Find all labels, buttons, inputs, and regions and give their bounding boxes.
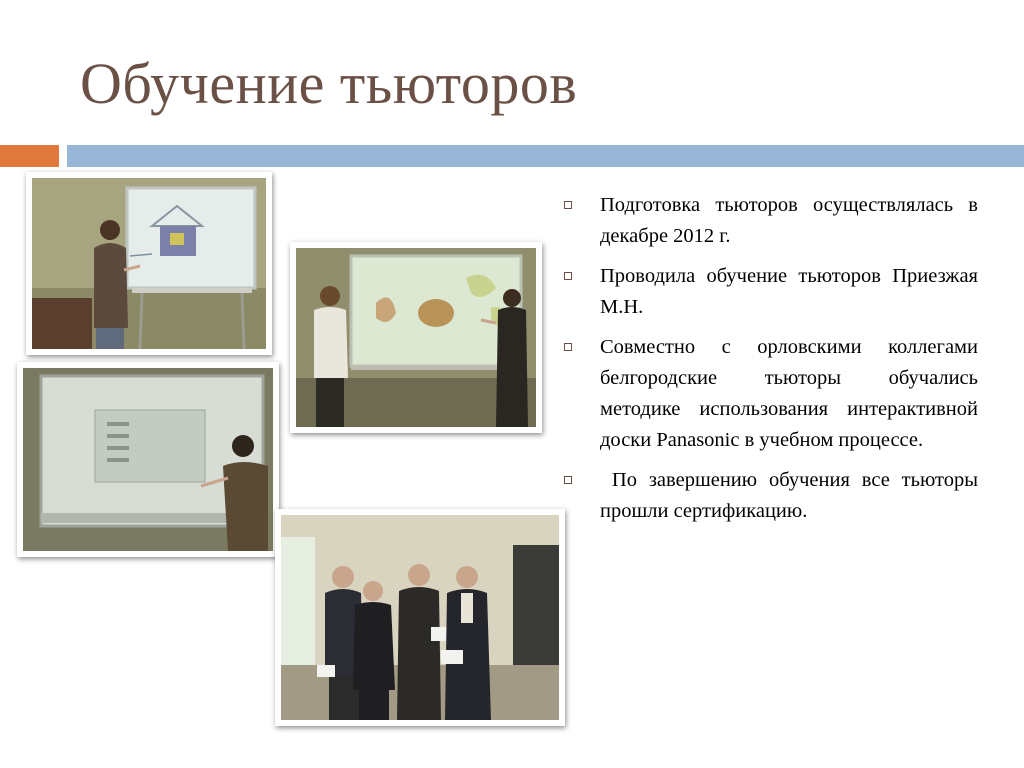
bullet-item xyxy=(562,465,984,527)
bullet-list xyxy=(562,190,984,536)
bullet-text: По завершению обучения все тьюторы прошли сертификацию. xyxy=(600,469,984,522)
bullet-item xyxy=(562,190,978,252)
square-bullet-icon xyxy=(564,272,572,280)
bullet-item xyxy=(562,261,978,323)
bullet-text: Проводила обучение тьюторов Приезжая М.Н. xyxy=(600,265,978,318)
slide-title: Обучение тьюторов xyxy=(80,51,578,116)
square-bullet-icon xyxy=(564,201,572,209)
square-bullet-icon xyxy=(564,343,572,351)
bullet-text: Подготовка тьюторов осуществлялась в декабре 2012 г. xyxy=(600,194,978,247)
accent-bar-blue xyxy=(67,145,1024,167)
square-bullet-icon xyxy=(564,476,572,484)
bullet-item xyxy=(562,332,978,456)
photo-two-tutors-at-board xyxy=(290,242,542,433)
photo-group-certificates xyxy=(275,509,565,726)
photo-tutor-at-board-1 xyxy=(26,172,272,355)
bullet-text: Совместно с орловскими коллегами белгородские тьюторы обучались методике использования интерактивной доски Panasonic в учебном процессе. xyxy=(600,336,978,451)
accent-bar-orange xyxy=(0,145,59,167)
photo-tutor-at-board-2 xyxy=(17,362,279,557)
